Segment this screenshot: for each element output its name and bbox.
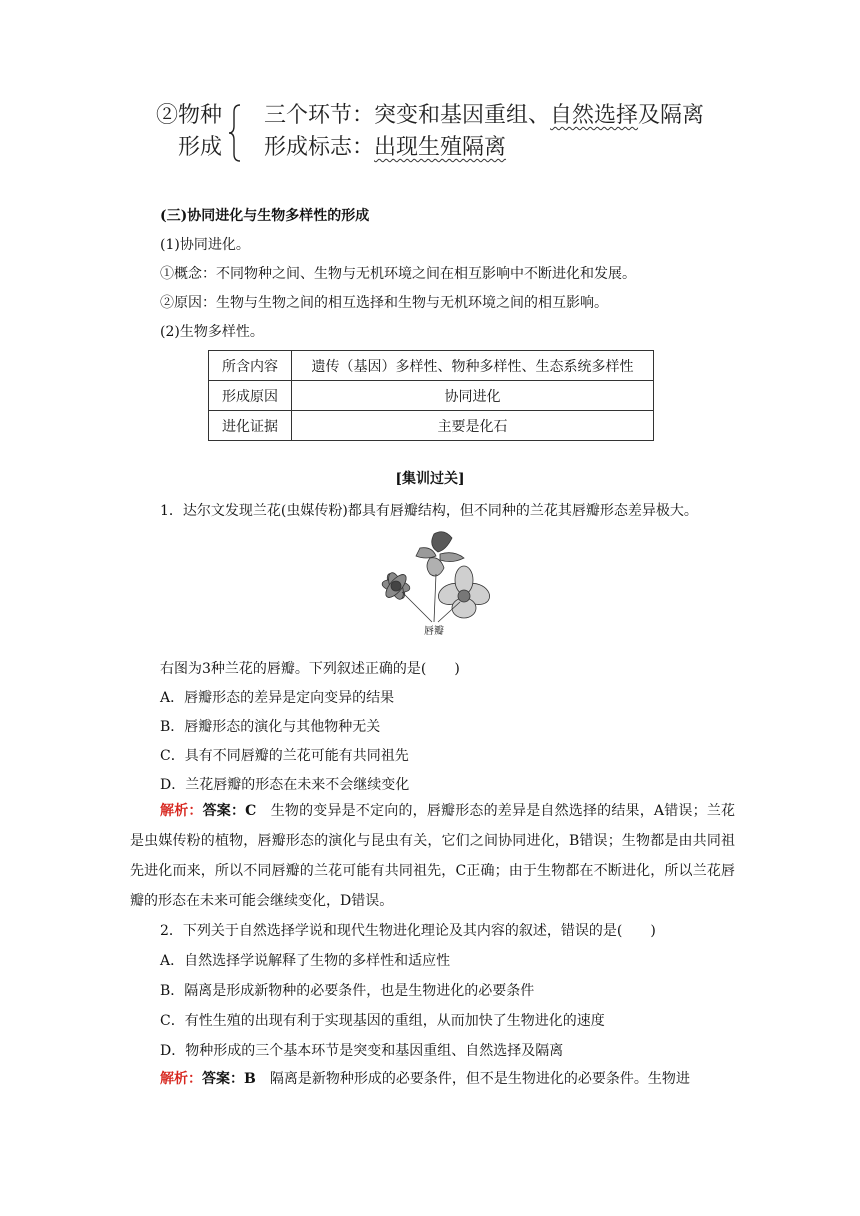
table-row	[209, 411, 654, 441]
speciation-line1: 三个环节：突变和基因重组、自然选择及隔离	[264, 103, 705, 128]
question-2-option-d: D．物种形成的三个基本环节是突变和基因重组、自然选择及隔离	[160, 1043, 564, 1059]
question-2-option-b: B．隔离是形成新物种的必要条件，也是生物进化的必要条件	[160, 983, 535, 999]
speciation-lines	[264, 100, 704, 164]
question-2-analysis	[130, 1064, 735, 1094]
table-key: 所含内容	[209, 351, 292, 381]
question-1-option-d: D．兰花唇瓣的形态在未来不会继续变化	[160, 777, 410, 793]
coevolution-cause: ②原因：生物与生物之间的相互选择和生物与无机环境之间的相互影响。	[160, 295, 608, 311]
curly-brace-icon	[228, 104, 242, 162]
question-1-stem: 1．达尔文发现兰花(虫媒传粉)都具有唇瓣结构，但不同种的兰花其唇瓣形态差异极大。	[160, 503, 698, 519]
orchid-top-icon	[416, 532, 464, 576]
answer-head: 答案：B	[202, 1071, 256, 1087]
orchid-lip-figure	[368, 528, 492, 640]
table-key: 进化证据	[209, 411, 292, 441]
orchid-right-icon	[435, 566, 492, 618]
table-value: 主要是化石	[292, 411, 654, 441]
speciation-line2: 形成标志：出现生殖隔离	[264, 135, 507, 160]
question-1-prompt: 右图为3种兰花的唇瓣。下列叙述正确的是( )	[160, 661, 460, 677]
coevolution-concept: ①概念：不同物种之间、生物与无机环境之间在相互影响中不断进化和发展。	[160, 266, 636, 282]
table-value: 协同进化	[292, 381, 654, 411]
biodiversity-heading: (2)生物多样性。	[160, 324, 264, 340]
question-1-option-b: B．唇瓣形态的演化与其他物种无关	[160, 719, 381, 735]
table-row	[209, 351, 654, 381]
table-key: 形成原因	[209, 381, 292, 411]
figure-label: 唇瓣	[424, 626, 444, 637]
wavy-emphasis: 自然选择	[550, 103, 639, 128]
training-title: [集训过关]	[395, 471, 465, 487]
speciation-label	[156, 100, 226, 164]
analysis-text: 生物的变异是不定向的，唇瓣形态的差异是自然选择的结果，A错误；兰花是虫媒传粉的植物，唇瓣形态的演化与昆虫有关，它们之间协同进化，B错误；生物都是由共同祖先进化而来，所以不同唇瓣的兰花可能有共同祖先，C正确；由于生物都在不断进化，所以兰花唇瓣的形态在未来可能会继续变化，D错误。	[130, 803, 736, 909]
question-1-option-a: A．唇瓣形态的差异是定向变异的结果	[160, 690, 395, 706]
coevolution-heading: (1)协同进化。	[160, 237, 250, 253]
speciation-label-line1: ②物种	[156, 103, 223, 128]
question-2-option-a: A．自然选择学说解释了生物的多样性和适应性	[160, 953, 451, 969]
speciation-label-line2: 形成	[178, 135, 223, 160]
analysis-tag: 解析：	[160, 803, 203, 819]
wavy-emphasis: 出现生殖隔离	[374, 135, 507, 160]
section-heading: (三)协同进化与生物多样性的形成	[160, 208, 370, 224]
question-1-analysis	[130, 796, 735, 916]
question-2-option-c: C．有性生殖的出现有利于实现基因的重组，从而加快了生物进化的速度	[160, 1013, 605, 1029]
analysis-tag: 解析：	[160, 1071, 202, 1087]
table-row	[209, 381, 654, 411]
question-1-option-c: C．具有不同唇瓣的兰花可能有共同祖先	[160, 748, 409, 764]
question-2-stem: 2．下列关于自然选择学说和现代生物进化理论及其内容的叙述，错误的是( )	[160, 923, 656, 939]
analysis-text: 隔离是新物种形成的必要条件，但不是生物进化的必要条件。生物进	[255, 1071, 690, 1087]
biodiversity-table	[208, 350, 654, 441]
answer-head: 答案：C	[202, 803, 257, 819]
table-value: 遗传（基因）多样性、物种多样性、生态系统多样性	[292, 351, 654, 381]
